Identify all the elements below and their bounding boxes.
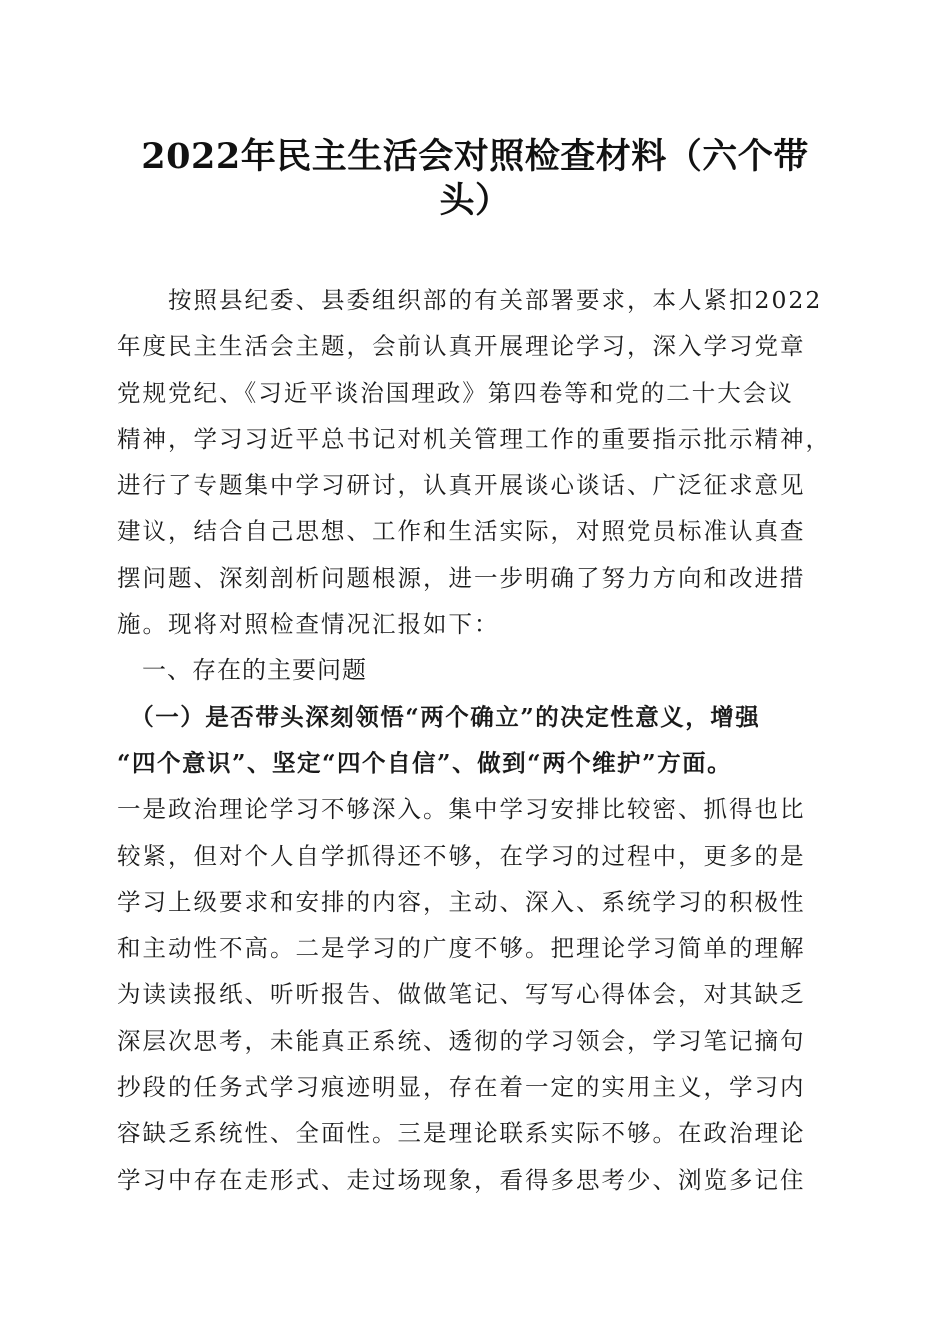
body-line: 抄段的任务式学习痕迹明显，存在着一定的实用主义，学习内 <box>117 1073 806 1102</box>
title-line-2: 头） <box>439 180 511 221</box>
body-line: 容缺乏系统性、全面性。三是理论联系实际不够。在政治理论 <box>117 1119 806 1148</box>
body-line: 为读读报纸、听听报告、做做笔记、写写心得体会，对其缺乏 <box>117 980 806 1009</box>
document-title <box>120 135 830 223</box>
intro-line: 施。现将对照检查情况汇报如下： <box>117 610 500 639</box>
body-line: 深层次思考，未能真正系统、透彻的学习领会，学习笔记摘句 <box>117 1026 806 1055</box>
subsection-heading-line: （一）是否带头深刻领悟“两个确立”的决定性意义，增强 <box>117 702 761 731</box>
body-line: 一是政治理论学习不够深入。集中学习安排比较密、抓得也比 <box>117 795 806 824</box>
title-line-1: 2022年民主生活会对照检查材料（六个带 <box>141 136 809 177</box>
intro-line: 按照县纪委、县委组织部的有关部署要求，本人紧扣2022 <box>117 286 823 314</box>
body-line: 学习上级要求和安排的内容，主动、深入、系统学习的积极性 <box>117 887 806 916</box>
document-body <box>117 277 835 1203</box>
intro-line: 党规党纪、《习近平谈治国理政》第四卷等和党的二十大会议 <box>117 378 794 407</box>
intro-line: 摆问题、深刻剖析问题根源，进一步明确了努力方向和改进措 <box>117 563 806 592</box>
intro-line: 精神，学习习近平总书记对机关管理工作的重要指示批示精神， <box>117 424 831 453</box>
body-line: 和主动性不高。二是学习的广度不够。把理论学习简单的理解 <box>117 934 806 963</box>
subsection-heading-line: “四个意识”、坚定“四个自信”、做到“两个维护”方面。 <box>117 748 733 777</box>
body-line: 较紧，但对个人自学抓得还不够，在学习的过程中，更多的是 <box>117 841 806 870</box>
intro-line: 年度民主生活会主题，会前认真开展理论学习，深入学习党章 <box>117 332 806 361</box>
intro-line: 建议，结合自己思想、工作和生活实际，对照党员标准认真查 <box>117 517 806 546</box>
section-heading: 一、存在的主要问题 <box>117 656 367 685</box>
body-line: 学习中存在走形式、走过场现象，看得多思考少、浏览多记住 <box>117 1165 806 1194</box>
intro-line: 进行了专题集中学习研讨，认真开展谈心谈话、广泛征求意见 <box>117 471 806 500</box>
